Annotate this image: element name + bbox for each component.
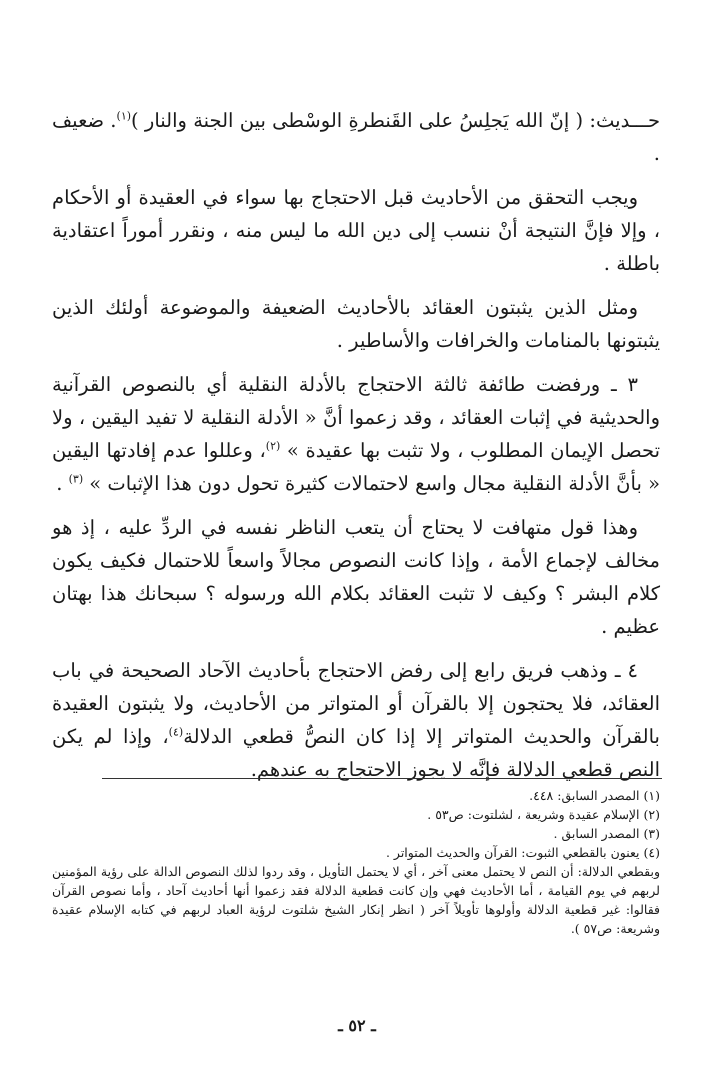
paragraph-4: ٣ ـ ورفضت طائفة ثالثة الاحتجاج بالأدلة النقلية أي بالنصوص القرآنية والحديثية في إثبات العقائد ، وقد زعموا أنَّ « الأدلة النقلية لا تفيد اليقين ، ولا تحصل الإيمان المطلوب ، ولا تثبت بها عقيدة » $^{(٢)}$، وعللوا عدم إفادتها اليقين « بأنَّ الأدلة النقلية مجال واسع لاحتمالات كثيرة تحول دون هذا الإثبات » $^{(٣)}$ . bbox=[52, 373, 660, 495]
footnote-4: (٤) يعنون بالقطعي الثبوت: القرآن والحديث المتواتر . bbox=[385, 845, 660, 860]
footnotes bbox=[52, 786, 660, 938]
paragraph-3: ومثل الذين يثبتون العقائد بالأحاديث الضعيفة والموضوعة أولئك الذين يثبتونها بالمنامات والخرافات والأساطير . bbox=[52, 296, 660, 352]
footnote-1: (١) المصدر السابق: ٤٤٨. bbox=[529, 788, 660, 803]
page-number: ـ ٥٢ ـ bbox=[338, 1016, 376, 1035]
paragraph-1: حـــديث: ( إنّ الله يَجلِسُ على القَنطرةِ الوسْطى بين الجنة والنار )$^{(١)}$. ضعيف . bbox=[52, 109, 661, 165]
footnote-ref-3: (٣) bbox=[68, 472, 84, 486]
footnote-4-continuation: وبقطعي الدلالة: أن النص لا يحتمل معنى آخر ، أي لا يحتمل التأويل ، وقد ردوا لذلك النصوص الدالة على رؤية المؤمنين لربهم في يوم القيامة ، أما الأحاديث فهي وإن كانت قطعية الدلالة فقد زعموا أنها أحاديث آحاد ، وأما نصوص القرآن فقالوا: غير قطعية الدلالة وأولوها تأويلاً آخر ( انظر إنكار الشيخ شلتوت لرؤية العباد لربهم في كتابه الإسلام عقيدة وشريعة: ص٥٧ ). bbox=[52, 864, 660, 936]
footnote-ref-2: (٢) bbox=[265, 439, 281, 453]
paragraph-2: ويجب التحقق من الأحاديث قبل الاحتجاج بها سواء في العقيدة أو الأحكام ، وإلا فإنَّ النتيجة أنْ ننسب إلى دين الله ما ليس منه ، ونقرر أموراً اعتقادية باطلة . bbox=[52, 186, 660, 275]
footnote-ref-4: (٤) bbox=[168, 725, 184, 739]
paragraph-5: وهذا قول متهافت لا يحتاج أن يتعب الناظر نفسه في الردِّ عليه ، إذ هو مخالف لإجماع الأمة ، وإذا كانت النصوص مجالاً واسعاً للاحتمال فكيف يكون كلام البشر ؟ وكيف لا تثبت العقائد بكلام الله ورسوله ؟ سبحانك هذا بهتان عظيم . bbox=[52, 516, 660, 638]
main-text bbox=[52, 104, 660, 797]
footnote-ref-1: (١) bbox=[116, 109, 132, 123]
footnote-divider bbox=[102, 778, 662, 779]
footnote-3: (٣) المصدر السابق . bbox=[553, 826, 660, 841]
paragraph-6: ٤ ـ وذهب فريق رابع إلى رفض الاحتجاج بأحاديث الآحاد الصحيحة في باب العقائد، فلا يحتجون إلا بالقرآن أو المتواتر من الأحاديث، ولا يثبتون العقيدة بالقرآن والحديث المتواتر إلا إذا كان النصُّ قطعي الدلالة$^{(٤)}$، وإذا لم يكن النص قطعي الدلالة فإنَّه لا يجوز الاحتجاج به عندهم. bbox=[52, 659, 660, 781]
footnote-2: (٢) الإسلام عقيدة وشريعة ، لشلتوت: ص٥٣ . bbox=[427, 807, 660, 822]
